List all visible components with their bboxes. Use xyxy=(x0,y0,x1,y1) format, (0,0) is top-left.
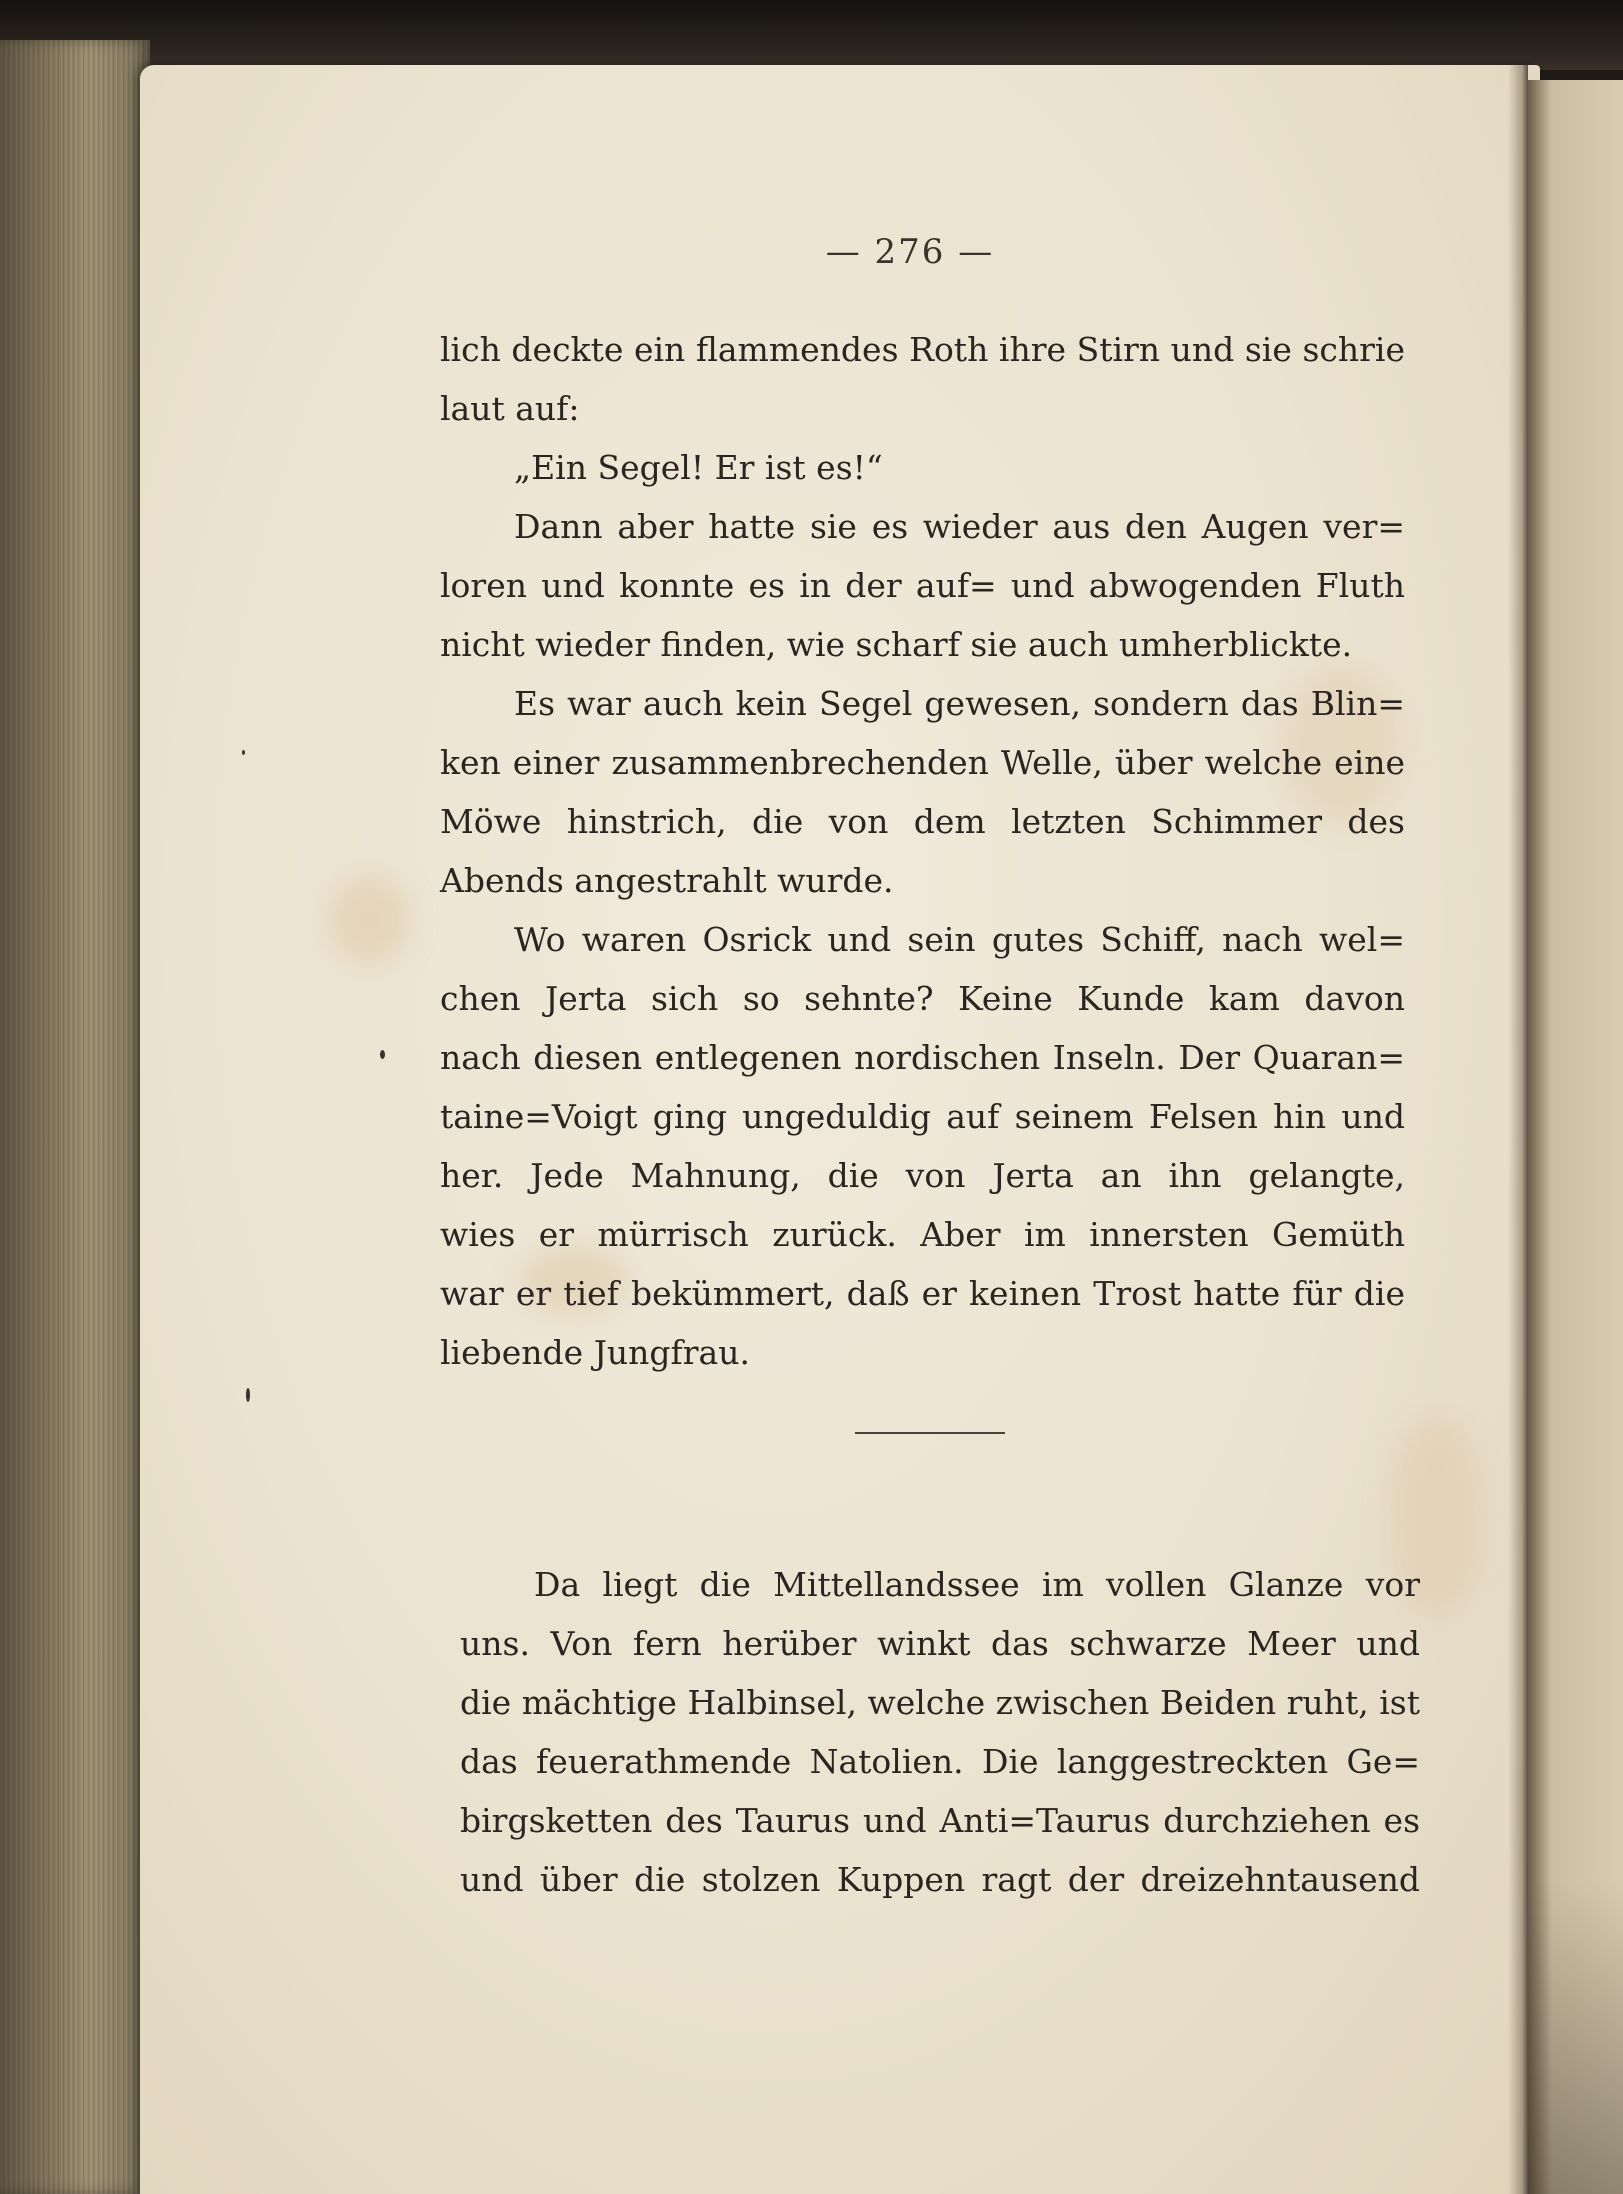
text-line: Da liegt die Mittellandssee im vollen Glanze vor xyxy=(534,1565,1420,1604)
page-gutter xyxy=(1508,65,1528,2194)
text-line: laut auf: xyxy=(440,389,580,428)
page-number: — 276 — xyxy=(825,232,995,272)
ink-speck xyxy=(380,1050,385,1059)
text-line: chen Jerta sich so sehnte? Keine Kunde kam davon xyxy=(440,979,1405,1018)
facing-page-shadow xyxy=(1528,80,1623,2194)
text-line: und über die stolzen Kuppen ragt der dreizehntausend xyxy=(460,1860,1420,1899)
text-line: die mächtige Halbinsel, welche zwischen Beiden ruht, ist xyxy=(460,1683,1420,1722)
page-edges-shadow xyxy=(0,40,150,2194)
text-line: liebende Jungfrau. xyxy=(440,1333,750,1372)
text-line: Abends angestrahlt wurde. xyxy=(440,861,894,900)
text-line: Möwe hinstrich, die von dem letzten Schimmer des xyxy=(440,802,1405,841)
text-line: lich deckte ein flammendes Roth ihre Stirn und sie schrie xyxy=(440,330,1405,369)
text-line: taine=Voigt ging ungeduldig auf seinem Felsen hin und xyxy=(440,1097,1405,1136)
text-line: birgsketten des Taurus und Anti=Taurus durchziehen es xyxy=(460,1801,1420,1840)
text-line: Es war auch kein Segel gewesen, sondern das Blin= xyxy=(514,684,1405,723)
text-line: „Ein Segel! Er ist es!“ xyxy=(514,448,883,487)
text-line: loren und konnte es in der auf= und abwogenden Fluth xyxy=(440,566,1405,605)
text-line: Wo waren Osrick und sein gutes Schiff, nach wel= xyxy=(514,920,1405,959)
book-cover-edge xyxy=(0,0,1623,70)
text-line: war er tief bekümmert, daß er keinen Trost hatte für die xyxy=(440,1274,1405,1313)
text-line: nicht wieder finden, wie scharf sie auch umherblickte. xyxy=(440,625,1353,664)
ink-speck xyxy=(246,1388,250,1402)
text-line: Dann aber hatte sie es wieder aus den Augen ver= xyxy=(514,507,1405,546)
section-divider xyxy=(855,1432,1005,1434)
text-line: wies er mürrisch zurück. Aber im innersten Gemüth xyxy=(440,1215,1405,1254)
text-line: uns. Von fern herüber winkt das schwarze Meer und xyxy=(460,1624,1420,1663)
text-line: nach diesen entlegenen nordischen Inseln. Der Quaran= xyxy=(440,1038,1405,1077)
text-line: das feuerathmende Natolien. Die langgestreckten Ge= xyxy=(460,1742,1420,1781)
text-block-top xyxy=(440,320,1405,1382)
text-block-bottom xyxy=(460,1555,1420,1909)
ink-speck xyxy=(242,750,245,755)
text-line: her. Jede Mahnung, die von Jerta an ihn gelangte, xyxy=(440,1156,1405,1195)
text-line: ken einer zusammenbrechenden Welle, über welche eine xyxy=(440,743,1405,782)
paper-stain xyxy=(330,875,410,965)
